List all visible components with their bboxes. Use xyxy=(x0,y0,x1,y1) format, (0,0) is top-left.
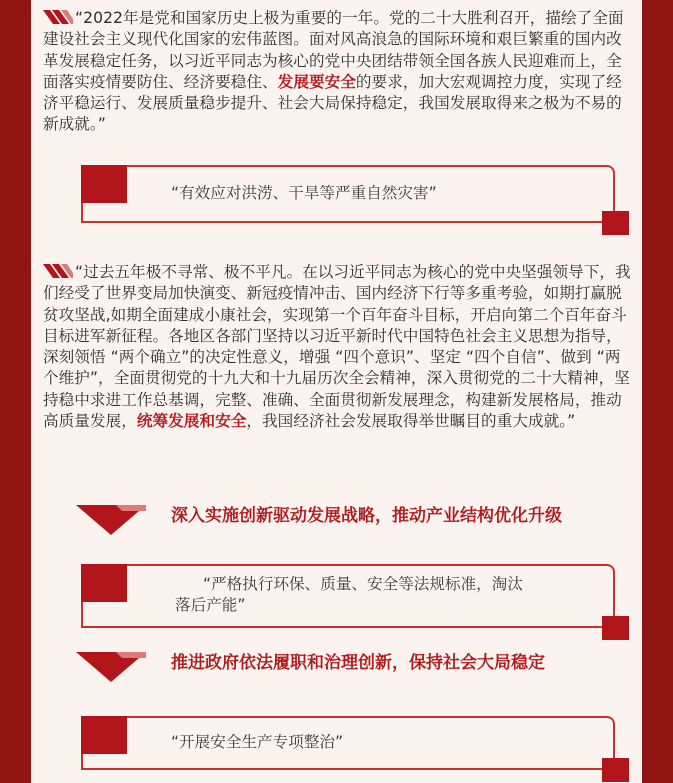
section-heading-text: 深入实施创新驱动发展战略，推动产业结构优化升级 xyxy=(171,506,562,526)
decor-square xyxy=(81,564,127,602)
decor-square xyxy=(81,716,127,754)
section-heading-text: 推进政府依法履职和治理创新，保持社会大局稳定 xyxy=(171,653,545,673)
slash-quote-icon xyxy=(43,10,73,24)
paragraph-text: 的要求，加大宏观调控力度，实现了经济平稳运行、发展质量稳步提升、社会大局保持稳定，我国发展取得来之极为不易的新成就。” xyxy=(43,72,622,134)
decor-square xyxy=(602,616,629,640)
triangle-marker-icon xyxy=(76,652,146,682)
quote-text: “有效应对洪涝、干旱等严重自然灾害” xyxy=(171,184,437,202)
quote-box-regulation xyxy=(81,564,615,628)
decor-square xyxy=(602,211,629,235)
section-heading-innovation xyxy=(76,505,636,539)
content-panel xyxy=(31,0,642,783)
triangle-marker-icon xyxy=(76,505,146,535)
quote-line: “严格执行环保、质量、安全等法规标准，淘汰 xyxy=(203,575,523,593)
paragraph-2022-review xyxy=(43,8,631,136)
highlight-text: 发展要安全 xyxy=(277,72,356,91)
paragraph-text: “2022年是党和国家历史上极为重要的一年。党的二十大胜利召开，描绘了全面建设社会主义现代化国家的宏伟蓝图。面对风高浪急的国际环境和艰巨繁重的国内改革发展稳定任务，以习近平同志为核心的党中央团结带领全国各族人民迎难而上，全面落实疫情要防住、经济要稳住、 xyxy=(43,9,624,91)
quote-box-disaster xyxy=(81,165,615,223)
quote-line: 落后产能” xyxy=(175,596,246,614)
quote-box-safety xyxy=(81,716,615,770)
decor-square xyxy=(81,165,127,203)
paragraph-five-years xyxy=(43,262,631,432)
highlight-text: 统筹发展和安全 xyxy=(136,412,247,431)
section-heading-governance xyxy=(76,652,636,686)
quote-text xyxy=(175,574,593,616)
slash-quote-icon xyxy=(43,264,73,278)
paragraph-text: ，我国经济社会发展取得举世瞩目的重大成就。” xyxy=(246,412,576,431)
paragraph-text: “过去五年极不寻常、极不平凡。在以习近平同志为核心的党中央坚强领导下，我们经受了世界变局加快演变、新冠疫情冲击、国内经济下行等多重考验，如期打赢脱贫攻坚战,如期全面建成小康社会，实现第一个百年奋斗目标，开启向第二个百年奋斗目标进军新征程。各地区各部门坚持以习近平新时代中国特色社会主义思想为指导，深刻领悟 “两个确立”的决定性意义，增强 “四个意识”、坚定 “四个自信”、做到 “两个维护”，全面贯彻党的十九大和十九届历次全会精神，深入贯彻党的二十大精神，坚持稳中求进工作总基调，完整、准确、全面贯彻新发展理念，构建新发展格局，推动高质量发展， xyxy=(43,263,631,431)
quote-text: “开展安全生产专项整治” xyxy=(171,733,344,751)
decor-square xyxy=(602,758,629,782)
